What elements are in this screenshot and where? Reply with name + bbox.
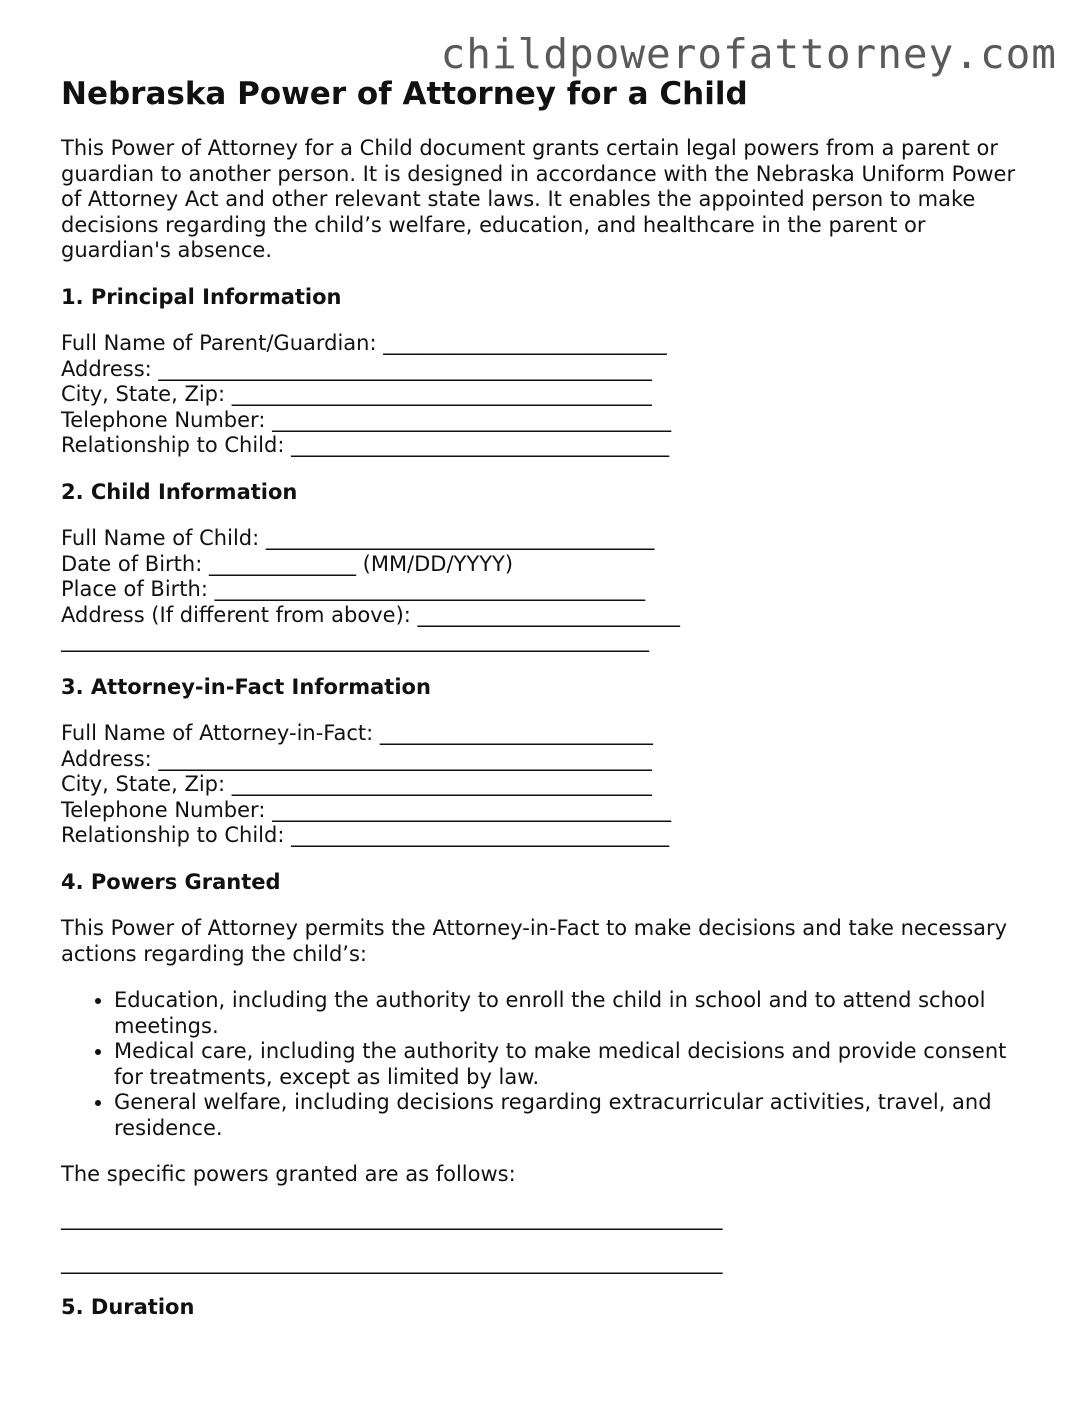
section-heading-attorney: 3. Attorney-in-Fact Information bbox=[61, 674, 431, 699]
child-fields bbox=[61, 526, 1041, 654]
child-birthplace-field[interactable]: Place of Birth: _________________________________________ bbox=[61, 577, 646, 601]
list-item: • General welfare, including decisions regarding extracurricular activities, travel, and residence. bbox=[114, 1090, 1041, 1141]
child-name-field[interactable]: Full Name of Child: _____________________________________ bbox=[61, 526, 655, 550]
intro-paragraph: This Power of Attorney for a Child document grants certain legal powers from a parent or guardian to another person. It is designed in accordance with the Nebraska Uniform Power of Attorney Act and other relevant state laws. It enables the appointed person to make decisions regarding the child’s welfare, education, and healthcare in the parent or guardian's absence. bbox=[61, 136, 1016, 262]
parent-telephone-field[interactable]: Telephone Number: ______________________________________ bbox=[61, 407, 672, 432]
list-item: • Education, including the authority to enroll the child in school and to attend school meetings. bbox=[114, 988, 1041, 1039]
child-dob-field[interactable]: Date of Birth: ______________ (MM/DD/YYYY) bbox=[61, 551, 514, 576]
attorney-address-field[interactable]: Address: _______________________________________________ bbox=[61, 746, 652, 771]
attorney-fields bbox=[61, 721, 1041, 849]
powers-list bbox=[61, 988, 1041, 1141]
specific-powers-line-2[interactable]: _______________________________________________________________ bbox=[61, 1250, 723, 1274]
attorney-relationship-field[interactable]: Relationship to Child: ____________________________________ bbox=[61, 823, 670, 847]
attorney-name-field[interactable]: Full Name of Attorney-in-Fact: __________________________ bbox=[61, 721, 653, 745]
principal-fields bbox=[61, 331, 1041, 459]
list-item: • Medical care, including the authority to make medical decisions and provide consent for treatments, except as limited by law. bbox=[114, 1039, 1041, 1090]
parent-relationship-field[interactable]: Relationship to Child: ____________________________________ bbox=[61, 433, 670, 457]
child-address-continued-field[interactable]: ________________________________________________________ bbox=[61, 628, 649, 652]
document-body bbox=[61, 74, 1041, 1341]
document-title: Nebraska Power of Attorney for a Child bbox=[61, 76, 748, 112]
powers-intro: This Power of Attorney permits the Attorney-in-Fact to make decisions and take necessary actions regarding the child’s: bbox=[61, 916, 1008, 966]
parent-address-field[interactable]: Address: _______________________________________________ bbox=[61, 356, 652, 381]
section-heading-powers: 4. Powers Granted bbox=[61, 869, 281, 894]
site-watermark: childpowerofattorney.com bbox=[440, 30, 1057, 78]
section-heading-principal: 1. Principal Information bbox=[61, 284, 342, 309]
section-heading-duration: 5. Duration bbox=[61, 1294, 195, 1319]
specific-powers-intro: The specific powers granted are as follows: bbox=[61, 1162, 516, 1186]
parent-city-state-zip-field[interactable]: City, State, Zip: ________________________________________ bbox=[61, 382, 652, 406]
section-heading-child: 2. Child Information bbox=[61, 479, 298, 504]
child-address-field[interactable]: Address (If different from above): _________________________ bbox=[61, 602, 681, 627]
specific-powers-line-1[interactable]: _______________________________________________________________ bbox=[61, 1205, 723, 1230]
attorney-city-state-zip-field[interactable]: City, State, Zip: ________________________________________ bbox=[61, 772, 652, 796]
attorney-telephone-field[interactable]: Telephone Number: ______________________________________ bbox=[61, 797, 672, 822]
parent-name-field[interactable]: Full Name of Parent/Guardian: ___________________________ bbox=[61, 331, 667, 355]
